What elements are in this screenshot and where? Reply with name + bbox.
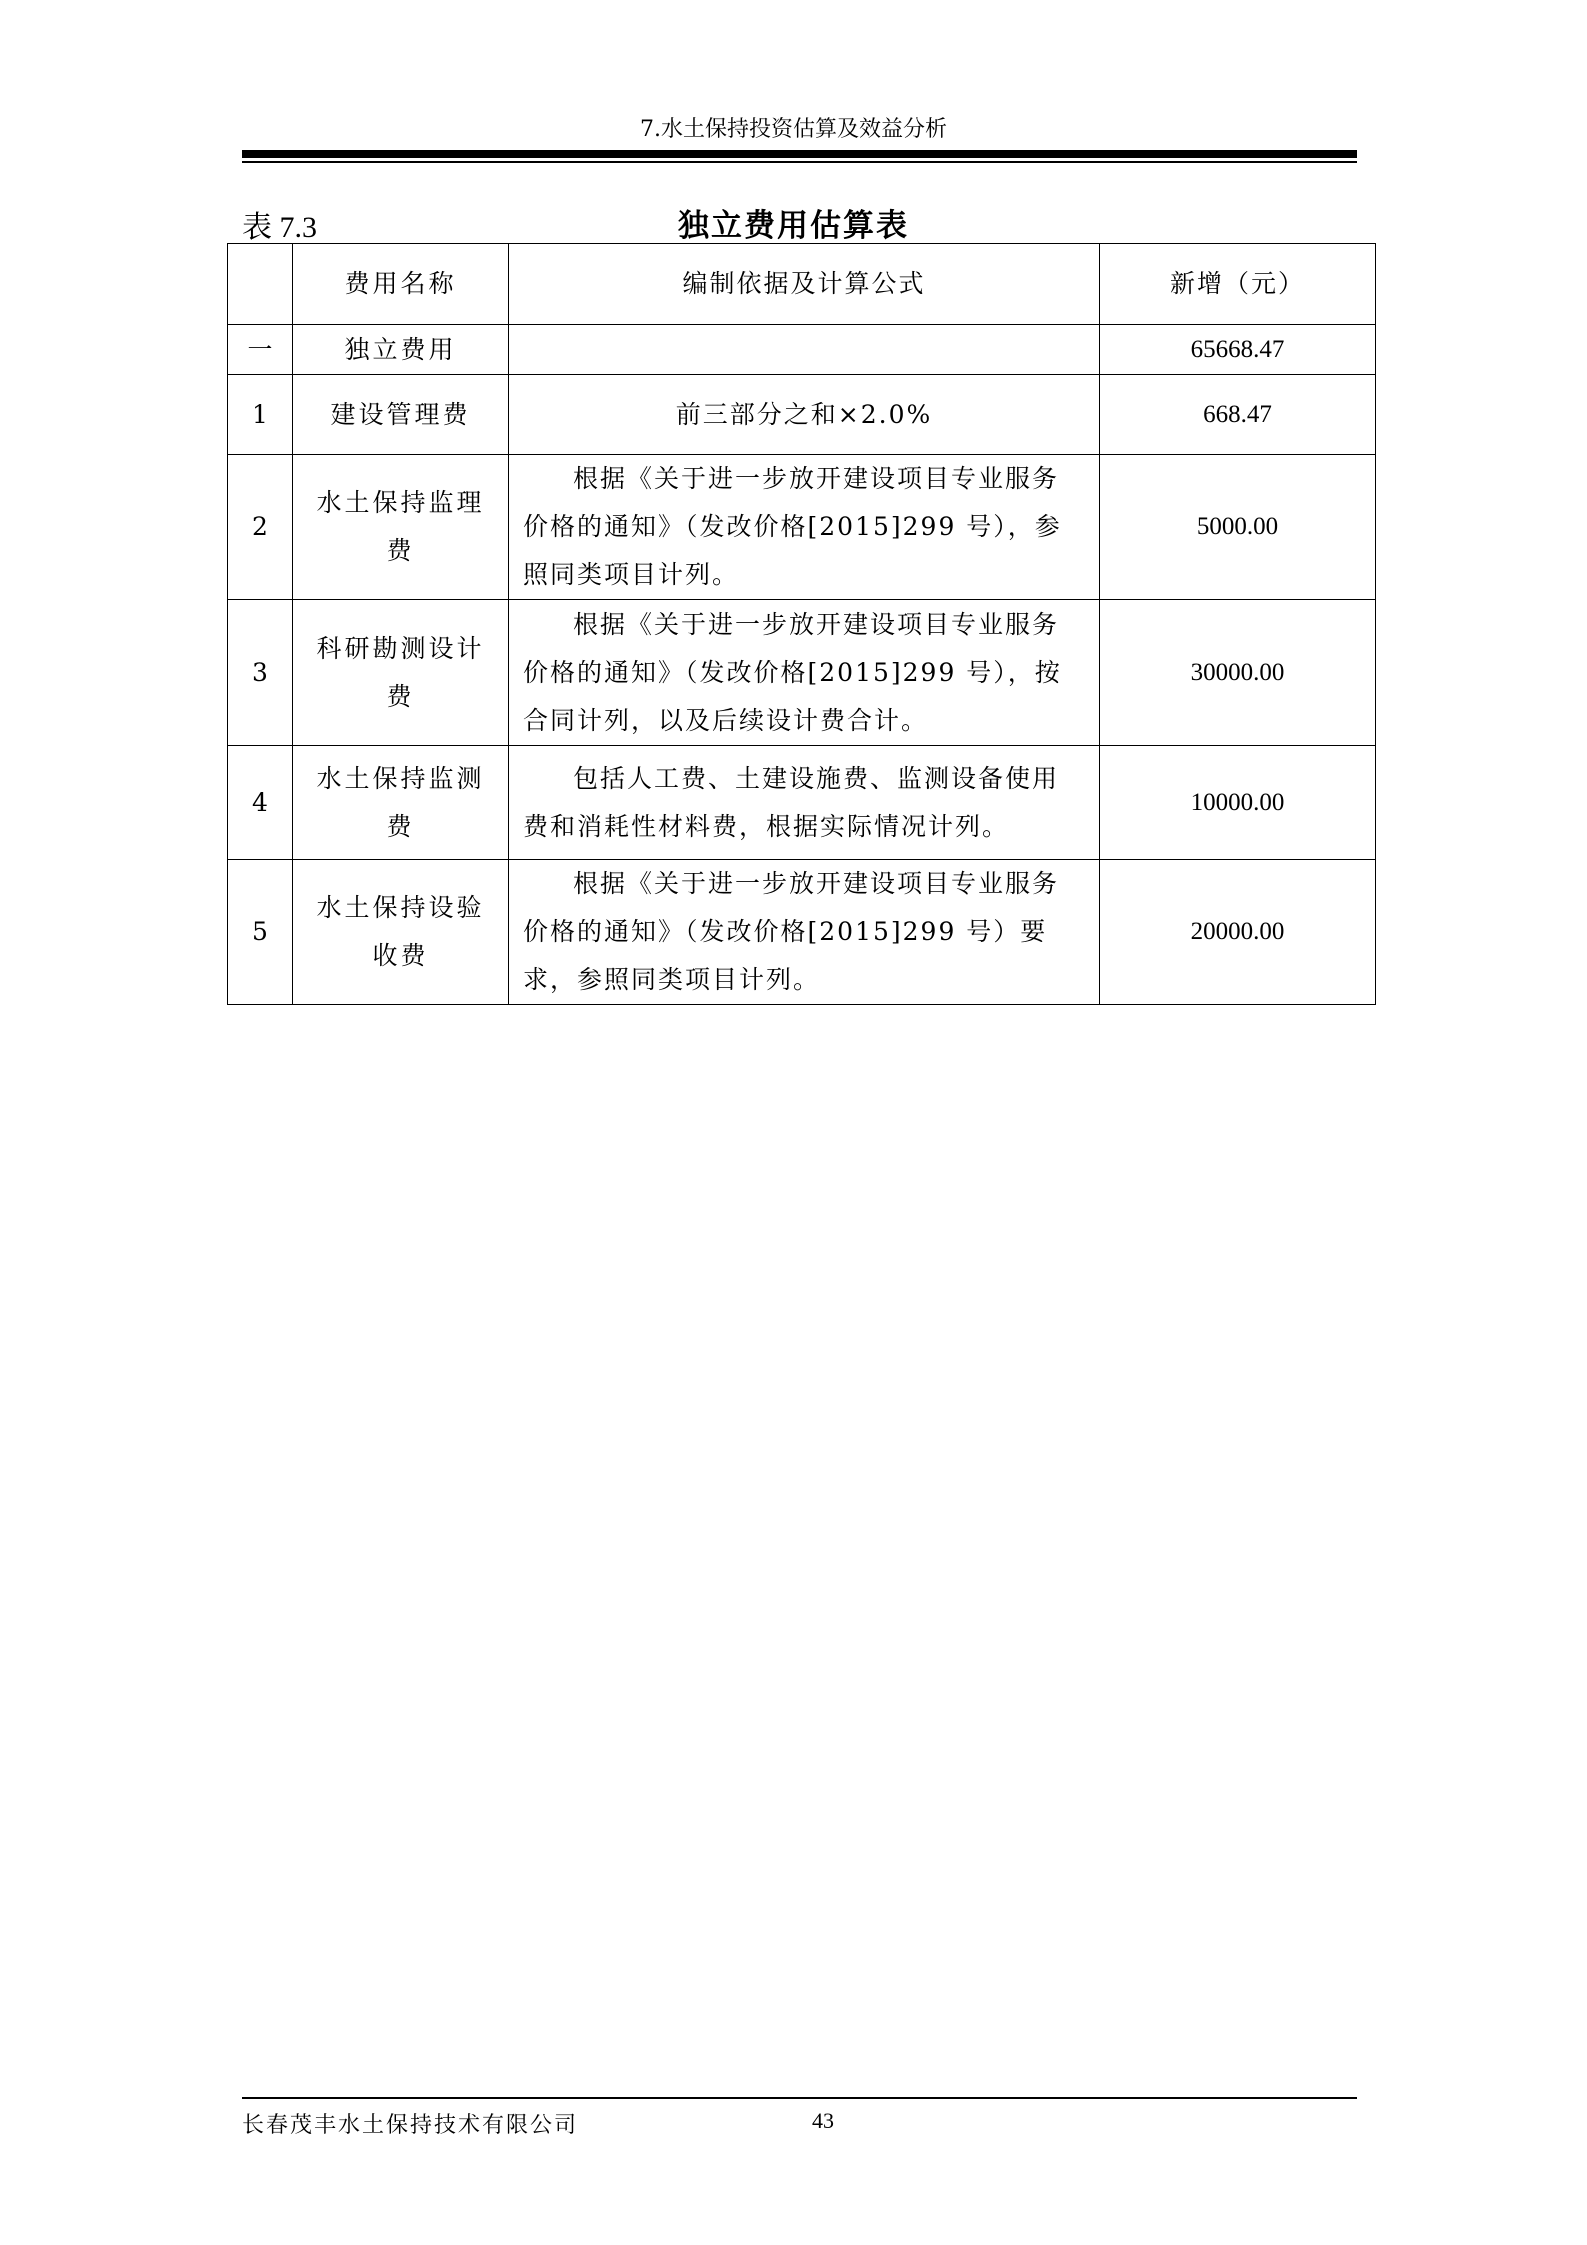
row-amount: 65668.47 [1100, 325, 1376, 375]
row-basis: 包括人工费、土建设施费、监测设备使用费和消耗性材料费，根据实际情况计列。 [509, 746, 1100, 860]
row-basis [509, 325, 1100, 375]
row-num: 一 [228, 325, 293, 375]
table-row [228, 325, 1376, 375]
header-rule-thin [242, 161, 1357, 163]
row-amount: 668.47 [1100, 375, 1376, 455]
row-name: 建设管理费 [293, 375, 509, 455]
row-amount: 5000.00 [1100, 455, 1376, 600]
row-basis: 根据《关于进一步放开建设项目专业服务价格的通知》（发改价格[2015]299 号）要求，参照同类项目计列。 [509, 860, 1100, 1005]
row-name: 水土保持监测费 [293, 746, 509, 860]
row-amount: 20000.00 [1100, 860, 1376, 1005]
table-row [228, 600, 1376, 746]
table-row [228, 860, 1376, 1005]
row-basis: 根据《关于进一步放开建设项目专业服务价格的通知》（发改价格[2015]299 号），按合同计列，以及后续设计费合计。 [509, 600, 1100, 746]
row-num: 2 [228, 455, 293, 600]
cost-table [227, 243, 1376, 1005]
header-rule-thick [242, 150, 1357, 158]
table-row [228, 375, 1376, 455]
row-name: 科研勘测设计费 [293, 600, 509, 746]
table-header-row [228, 244, 1376, 325]
running-header: 7.水土保持投资估算及效益分析 [640, 117, 947, 142]
row-num: 1 [228, 375, 293, 455]
row-num: 3 [228, 600, 293, 746]
row-num: 5 [228, 860, 293, 1005]
row-name: 水土保持设验收费 [293, 860, 509, 1005]
row-amount: 10000.00 [1100, 746, 1376, 860]
row-basis: 根据《关于进一步放开建设项目专业服务价格的通知》（发改价格[2015]299 号），参照同类项目计列。 [509, 455, 1100, 600]
table-row [228, 455, 1376, 600]
header-cell-basis: 编制依据及计算公式 [509, 244, 1100, 325]
table-title: 独立费用估算表 [678, 208, 909, 244]
row-name: 独立费用 [293, 325, 509, 375]
table-row [228, 746, 1376, 860]
header-cell-num [228, 244, 293, 325]
row-amount: 30000.00 [1100, 600, 1376, 746]
header-cell-name: 费用名称 [293, 244, 509, 325]
footer-company: 长春茂丰水土保持技术有限公司 [242, 2113, 579, 2138]
row-basis: 前三部分之和×2.0% [509, 375, 1100, 455]
row-num: 4 [228, 746, 293, 860]
header-cell-amount: 新增（元） [1100, 244, 1376, 325]
page-number: 43 [812, 2108, 834, 2133]
row-name: 水土保持监理费 [293, 455, 509, 600]
table-number: 表 7.3 [242, 211, 317, 244]
footer-rule [242, 2097, 1357, 2099]
